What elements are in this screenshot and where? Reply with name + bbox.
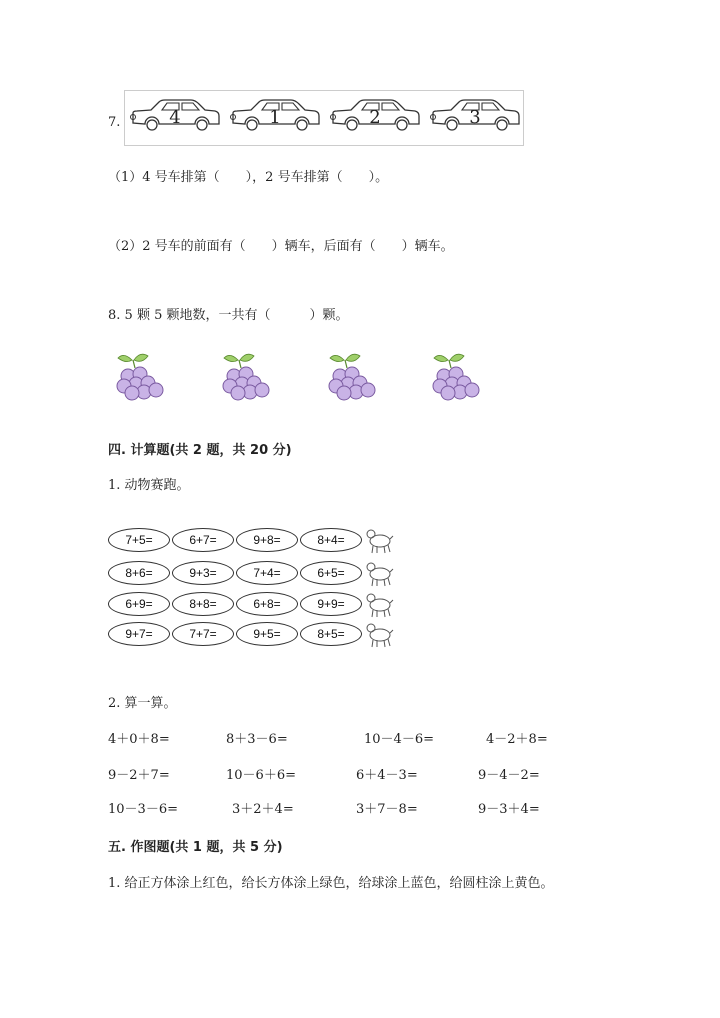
race-expression: 6+5=	[300, 561, 362, 585]
monkey-icon	[364, 590, 394, 616]
calc-expression: 8＋3－6=	[226, 732, 288, 747]
section5-title: 五. 作图题(共 1 题，共 5 分)	[108, 840, 283, 855]
grape-icon	[114, 350, 170, 402]
car-number: 1	[269, 107, 281, 128]
cars-image	[124, 90, 524, 146]
race-expression: 9+8=	[236, 528, 298, 552]
calc-expression: 9－4－2=	[478, 768, 540, 783]
race-expression: 9+9=	[300, 592, 362, 616]
q8-text: 8. 5 颗 5 颗地数，一共有（ ）颗。	[108, 308, 349, 323]
race-expression: 6+8=	[236, 592, 298, 616]
goat-icon	[364, 620, 394, 646]
car-number: 2	[369, 107, 381, 128]
section4-title: 四. 计算题(共 2 题，共 20 分)	[108, 443, 292, 458]
grape-icon	[220, 350, 276, 402]
race-expression: 8+4=	[300, 528, 362, 552]
calc-expression: 3＋7－8=	[356, 802, 418, 817]
q5-1-text: 1. 给正方体涂上红色，给长方体涂上绿色，给球涂上蓝色，给圆柱涂上黄色。	[108, 876, 554, 891]
car-2	[229, 97, 321, 137]
calc-expression: 6＋4－3=	[356, 768, 418, 783]
car-number: 4	[169, 107, 181, 128]
race-expression: 7+4=	[236, 561, 298, 585]
horse-icon	[364, 526, 394, 552]
calc-expression: 3＋2＋4=	[232, 802, 294, 817]
car-3	[329, 97, 421, 137]
car-1	[129, 97, 221, 137]
q4-2-title: 2. 算一算。	[108, 696, 177, 711]
calc-expression: 10－4－6=	[364, 732, 434, 747]
q7-number: 7.	[108, 115, 121, 130]
q7-sub2: （2）2 号车的前面有（ ）辆车，后面有（ ）辆车。	[108, 239, 454, 254]
race-expression: 6+7=	[172, 528, 234, 552]
calc-expression: 9－2＋7=	[108, 768, 170, 783]
race-expression: 7+7=	[172, 622, 234, 646]
calc-expression: 4＋0＋8=	[108, 732, 170, 747]
grape-icon	[326, 350, 382, 402]
car-number: 3	[469, 107, 481, 128]
q7-sub1: （1）4 号车排第（ ），2 号车排第（ ）。	[108, 170, 389, 185]
race-expression: 9+3=	[172, 561, 234, 585]
grape-icon	[430, 350, 486, 402]
deer-icon	[364, 559, 394, 585]
calc-expression: 10－6＋6=	[226, 768, 296, 783]
calc-expression: 4－2＋8=	[486, 732, 548, 747]
calc-expression: 9－3＋4=	[478, 802, 540, 817]
race-expression: 9+5=	[236, 622, 298, 646]
race-expression: 9+7=	[108, 622, 170, 646]
race-expression: 6+9=	[108, 592, 170, 616]
car-4	[429, 97, 521, 137]
q4-1-title: 1. 动物赛跑。	[108, 478, 190, 493]
race-expression: 8+6=	[108, 561, 170, 585]
calc-expression: 10－3－6=	[108, 802, 178, 817]
race-expression: 7+5=	[108, 528, 170, 552]
race-expression: 8+8=	[172, 592, 234, 616]
race-expression: 8+5=	[300, 622, 362, 646]
